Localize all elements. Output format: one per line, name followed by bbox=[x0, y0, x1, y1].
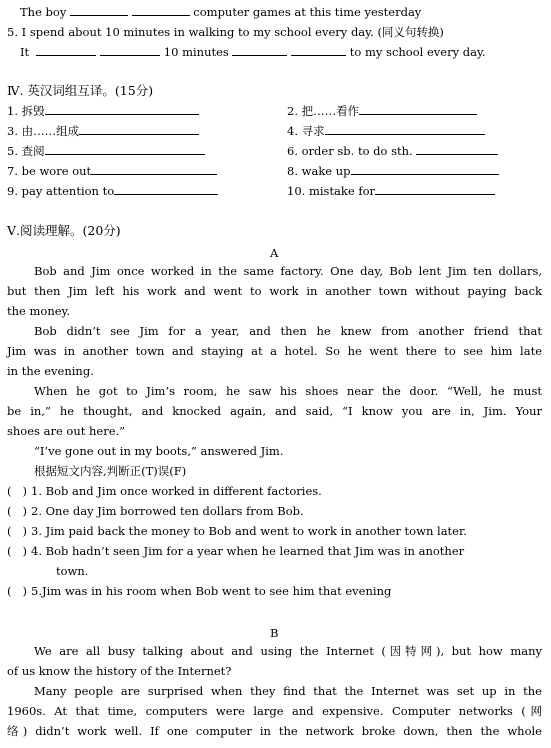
answer-paren[interactable]: ( ) bbox=[7, 484, 27, 498]
item-text: order sb. to do sth. bbox=[301, 144, 413, 158]
section-iv-heading: Ⅳ. 英汉词组互译。(15分) bbox=[7, 83, 154, 98]
answer-blank[interactable] bbox=[325, 123, 485, 135]
answer-blank[interactable] bbox=[36, 44, 96, 56]
tf-question-4-cont: town. bbox=[56, 564, 89, 578]
answer-blank[interactable] bbox=[100, 44, 160, 56]
tf-question-2[interactable] bbox=[7, 503, 304, 519]
item-text: wake up bbox=[301, 164, 351, 178]
answer-blank[interactable] bbox=[291, 44, 346, 56]
tf-question-1[interactable] bbox=[7, 483, 322, 499]
item-num: 2. bbox=[287, 104, 298, 118]
q5-end-text: to my school every day. bbox=[349, 45, 486, 59]
passage-b-line: 1960s. At that time, computers were large and expensive. Computer networks (网 bbox=[7, 704, 542, 718]
passage-a-line: but then Jim left his work and went to work in another town without paying back bbox=[7, 284, 542, 298]
answer-paren[interactable]: ( ) bbox=[7, 524, 27, 538]
item-text: pay attention to bbox=[21, 184, 115, 198]
question-text: 1. Bob and Jim once worked in different factories. bbox=[31, 484, 322, 498]
answer-blank[interactable] bbox=[351, 163, 499, 175]
question-text: 2. One day Jim borrowed ten dollars from Bob. bbox=[31, 504, 304, 518]
vocab-item-7 bbox=[7, 163, 217, 179]
q5-line2 bbox=[20, 44, 486, 60]
passage-a-line: be in,” he thought, and knocked again, and said, “I know you are in, Jim. Your bbox=[7, 404, 542, 418]
vocab-item-1 bbox=[7, 103, 199, 119]
tf-instruction: 根据短文内容,判断正(T)误(F) bbox=[34, 464, 187, 478]
passage-b-line: 络) didn’t work well. If one computer in the network broke down, then the whole bbox=[7, 724, 542, 738]
vocab-item-2 bbox=[287, 103, 477, 119]
answer-blank[interactable] bbox=[232, 44, 287, 56]
tf-question-3[interactable] bbox=[7, 523, 467, 539]
passage-b-line: We are all busy talking about and using the Internet (因特网), but how many bbox=[34, 644, 542, 658]
answer-blank[interactable] bbox=[416, 143, 498, 155]
item-num: 10. bbox=[287, 184, 306, 198]
vocab-item-6 bbox=[287, 143, 498, 159]
answer-paren[interactable]: ( ) bbox=[7, 504, 27, 518]
item-num: 4. bbox=[287, 124, 298, 138]
q5-mid-text: 10 minutes bbox=[163, 45, 229, 59]
question-text: 5.Jim was in his room when Bob went to see him that evening bbox=[31, 584, 392, 598]
answer-blank[interactable] bbox=[91, 163, 217, 175]
vocab-item-4 bbox=[287, 123, 485, 139]
q5-start-text: It bbox=[20, 45, 30, 59]
q4-line2 bbox=[20, 4, 421, 20]
vocab-item-5 bbox=[7, 143, 205, 159]
passage-a-line: Jim was in another town and staying at a hotel. So he went there to see him late bbox=[7, 344, 542, 358]
answer-blank[interactable] bbox=[375, 183, 495, 195]
passage-a-line: “I’ve gone out in my boots,” answered Jim. bbox=[34, 444, 284, 458]
item-text: 把……看作 bbox=[301, 104, 360, 118]
passage-a-label: A bbox=[270, 246, 279, 260]
q4-start-text: The boy bbox=[20, 5, 67, 19]
tf-question-4[interactable] bbox=[7, 543, 464, 559]
item-text: 寻求 bbox=[301, 124, 325, 138]
item-text: 查阅 bbox=[21, 144, 45, 158]
answer-blank[interactable] bbox=[359, 103, 477, 115]
passage-a-line: the money. bbox=[7, 304, 71, 318]
item-text: mistake for bbox=[308, 184, 376, 198]
passage-a-line: Bob and Jim once worked in the same factory. One day, Bob lent Jim ten dollars, bbox=[34, 264, 542, 278]
vocab-item-9 bbox=[7, 183, 218, 199]
vocab-item-3 bbox=[7, 123, 199, 139]
item-text: be wore out bbox=[21, 164, 92, 178]
item-num: 9. bbox=[7, 184, 18, 198]
item-num: 3. bbox=[7, 124, 18, 138]
q4-end-text: computer games at this time yesterday bbox=[193, 5, 422, 19]
passage-b-line: of us know the history of the Internet? bbox=[7, 664, 232, 678]
answer-paren[interactable]: ( ) bbox=[7, 584, 27, 598]
passage-b-line: Many people are surprised when they find that the Internet was set up in the bbox=[34, 684, 542, 698]
q5-line1: 5. I spend about 10 minutes in walking to my school every day. (同义句转换) bbox=[7, 25, 444, 39]
passage-a-line: shoes are out here.” bbox=[7, 424, 126, 438]
answer-blank[interactable] bbox=[79, 123, 199, 135]
answer-blank[interactable] bbox=[45, 103, 199, 115]
passage-a-line: in the evening. bbox=[7, 364, 94, 378]
answer-blank[interactable] bbox=[114, 183, 218, 195]
tf-question-5[interactable] bbox=[7, 583, 391, 599]
question-text: 3. Jim paid back the money to Bob and went to work in another town later. bbox=[31, 524, 467, 538]
passage-b-label: B bbox=[270, 626, 279, 640]
vocab-item-8 bbox=[287, 163, 499, 179]
passage-a-line: When he got to Jim’s room, he saw his shoes near the door. “Well, he must bbox=[34, 384, 542, 398]
item-num: 5. bbox=[7, 144, 18, 158]
question-text: 4. Bob hadn’t seen Jim for a year when he learned that Jim was in another bbox=[31, 544, 465, 558]
answer-blank[interactable] bbox=[45, 143, 205, 155]
item-num: 1. bbox=[7, 104, 18, 118]
item-text: 拆毁 bbox=[21, 104, 45, 118]
answer-paren[interactable]: ( ) bbox=[7, 544, 27, 558]
answer-blank[interactable] bbox=[70, 4, 128, 16]
item-num: 8. bbox=[287, 164, 298, 178]
item-text: 由……组成 bbox=[21, 124, 80, 138]
section-v-heading: Ⅴ.阅读理解。(20分) bbox=[7, 223, 121, 238]
item-num: 6. bbox=[287, 144, 298, 158]
passage-a-line: Bob didn’t see Jim for a year, and then he knew from another friend that bbox=[34, 324, 542, 338]
answer-blank[interactable] bbox=[132, 4, 190, 16]
vocab-item-10 bbox=[287, 183, 495, 199]
item-num: 7. bbox=[7, 164, 18, 178]
